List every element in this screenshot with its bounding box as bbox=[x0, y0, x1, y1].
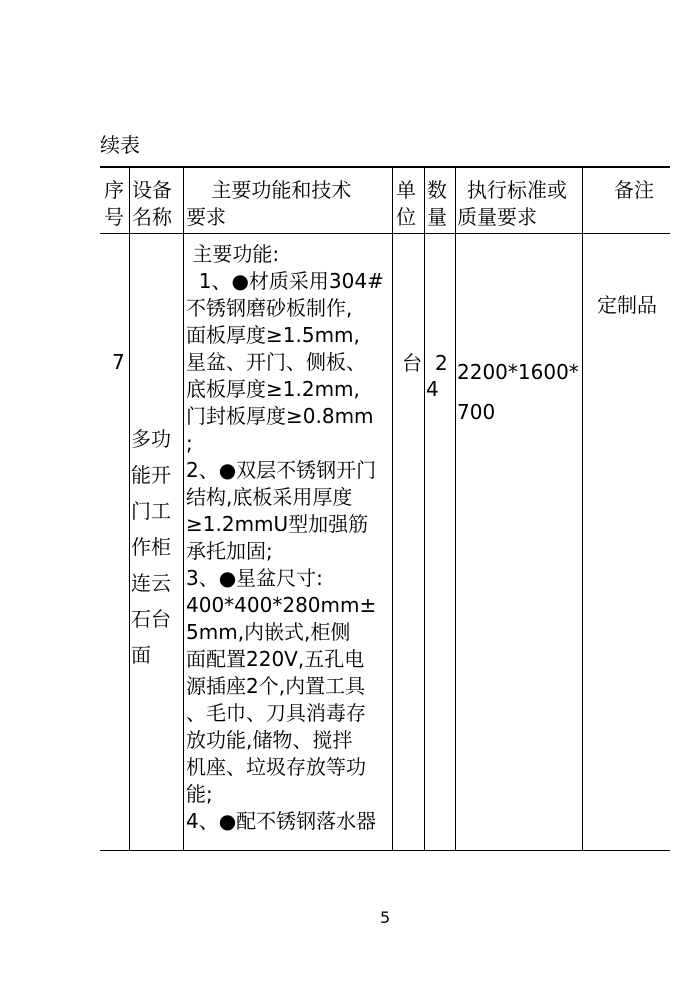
row-quantity: 2 4 bbox=[426, 351, 448, 401]
col-divider bbox=[183, 167, 184, 851]
header-note: 备注 bbox=[614, 178, 654, 202]
col-divider bbox=[392, 167, 393, 851]
header-unit: 单 位 bbox=[396, 178, 416, 229]
continued-label: 续表 bbox=[100, 133, 140, 157]
page-number: 5 bbox=[380, 908, 391, 927]
row-device-name: 多功 能开 门工 作柜 连云 石台 面 bbox=[131, 427, 171, 667]
col-divider bbox=[582, 167, 583, 851]
col-divider bbox=[455, 167, 456, 851]
table-top-rule bbox=[100, 166, 670, 168]
header-function: 主要功能和技术 要求 bbox=[186, 178, 352, 229]
header-name: 设备 名称 bbox=[132, 178, 172, 229]
col-divider bbox=[129, 167, 130, 851]
col-divider bbox=[424, 167, 425, 851]
row-seq: 7 bbox=[112, 350, 125, 374]
table-bottom-rule bbox=[100, 850, 670, 851]
row-standard: 2200*1600* 700 bbox=[457, 360, 579, 424]
header-seq: 序 号 bbox=[104, 178, 124, 229]
header-standard: 执行标准或 质量要求 bbox=[457, 178, 567, 229]
row-note: 定制品 bbox=[597, 293, 657, 317]
row-function-text: 主要功能: 1、●材质采用304# 不锈钢磨砂板制作, 面板厚度≥1.5mm, 星盆、开门、侧板、 底板厚度≥1.2mm, 门封板厚度≥0.8mm ; 2、●双层不锈钢开门 结构,底板采用厚度 ≥1.2mmU型加强筋 承托加固; 3、●星盆尺寸: 400*400*280mm± 5mm,内嵌式,柜侧 面配置220V,五孔电 源插座2个,内置工具 、毛巾、刀具消毒存 放功能,储物、搅拌 机座、垃圾存放等功 能; 4、●配不锈钢落水器 bbox=[186, 242, 384, 833]
header-quantity: 数 量 bbox=[427, 178, 447, 229]
table-header-rule bbox=[100, 233, 670, 234]
row-unit: 台 bbox=[402, 351, 422, 375]
